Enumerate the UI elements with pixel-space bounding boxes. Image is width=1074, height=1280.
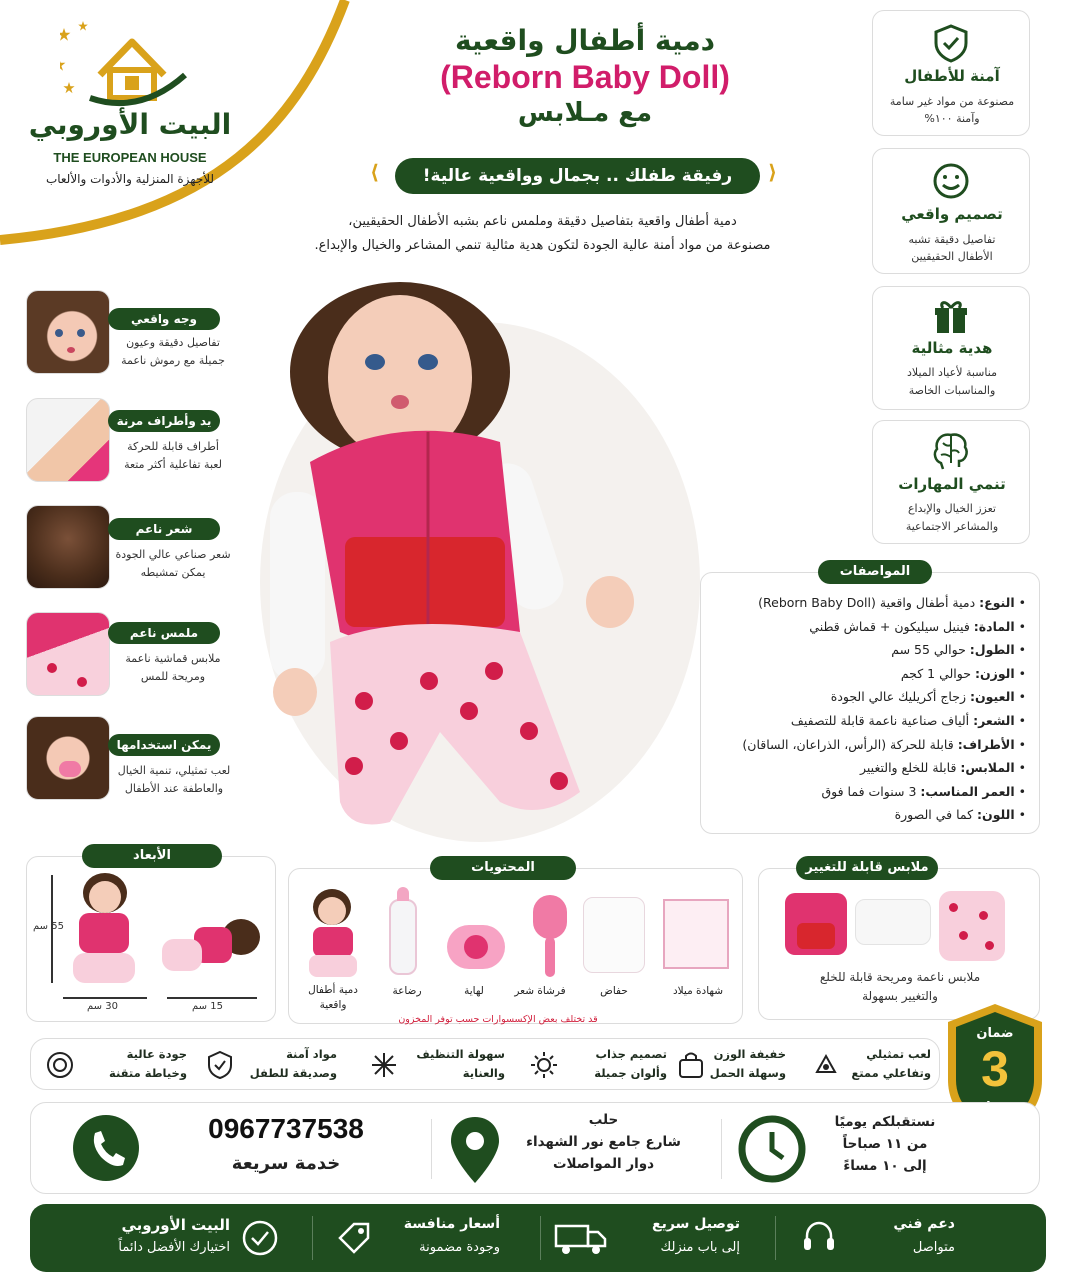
contents-title: المحتويات — [430, 856, 576, 880]
footer-line: أسعار منافسة — [403, 1216, 500, 1232]
benefit-item — [37, 1045, 187, 1085]
pacifier-image — [447, 925, 505, 969]
banner-spark-right: ⟩ — [768, 160, 778, 184]
page-title — [340, 24, 830, 128]
clothes-card — [758, 868, 1040, 1020]
footer-line: متواصل — [912, 1240, 955, 1255]
spec-row: • اللون: كما في الصورة — [894, 807, 1026, 823]
footer-item — [50, 1212, 280, 1264]
address-line: شارع جامع نور الشهداء — [526, 1134, 681, 1150]
brand-tagline: للأجهزة المنزلية والأدوات والألعاب — [45, 172, 215, 186]
address-line: دوار المواصلات — [552, 1156, 655, 1172]
spec-row: • الوزن: حوالي 1 كجم — [900, 665, 1026, 681]
width-label: 30 سم — [87, 1001, 118, 1012]
benefits-strip — [30, 1038, 940, 1090]
feature-card-design — [872, 148, 1030, 274]
benefit-line: وتفاعلي ممتع — [851, 1066, 931, 1080]
specs-card — [700, 572, 1040, 834]
specs-list — [711, 591, 1026, 827]
fabric-thumbnail — [26, 612, 110, 696]
dimension-depth-arrow — [167, 997, 257, 999]
footer-line: وجودة مضمونة — [419, 1240, 500, 1255]
left-feature-title: وجه واقعي — [108, 308, 220, 330]
house-logo-icon — [60, 20, 190, 110]
dimensions-title: الأبعاد — [82, 844, 222, 868]
price-tag-icon — [334, 1218, 374, 1258]
footer-divider — [775, 1216, 776, 1260]
shield-check-icon — [205, 1050, 235, 1080]
feature-line: والمناسبات الخاصة — [908, 384, 996, 397]
benefit-line: وصديقة للطفل — [249, 1066, 337, 1080]
phone-number[interactable]: 0967737538 — [208, 1113, 364, 1144]
feature-line: تعزز الخيال والإبداع — [907, 502, 996, 515]
dimensions-card — [26, 856, 276, 1022]
left-feature-line: والعاطفة عند الأطفال — [124, 782, 224, 795]
content-label: لهاية — [464, 985, 484, 997]
banner-text: رفيقة طفلك .. بجمال وواقعية عالية! — [422, 166, 733, 186]
contents-note: قد تختلف بعض الإكسسوارات حسب توفر المخزون — [398, 1014, 598, 1025]
brand-name-ar: البيت الأوروبي — [28, 108, 232, 141]
footer-item — [330, 1212, 530, 1264]
left-feature-title: شعر ناعم — [108, 518, 220, 540]
footer-line: إلى باب منزلك — [660, 1240, 740, 1255]
spec-row: • الطول: حوالي 55 سم — [891, 642, 1026, 658]
feature-card-gift — [872, 286, 1030, 410]
dimension-width-arrow — [63, 997, 147, 999]
guarantee-number: 3 — [981, 1041, 1009, 1097]
spec-row: • الشعر: ألياف صناعية ناعمة قابلة للتصفيف — [790, 712, 1026, 728]
doll-product-image — [250, 262, 710, 842]
left-feature-title: يد وأطراف مرنة — [108, 410, 220, 432]
diaper-image — [583, 897, 645, 973]
divider — [431, 1119, 432, 1179]
phone-note: خدمة سريعة — [231, 1153, 341, 1174]
feature-title: هدية مثالية — [911, 339, 993, 357]
divider — [721, 1119, 722, 1179]
brand-name-en: THE EUROPEAN HOUSE — [53, 150, 207, 165]
content-label: حفاض — [600, 985, 628, 997]
desc-line-2: مصنوعة من مواد أمنة عالية الجودة لتكون هدية مثالية تنمي المشاعر والخيال والإبداع. — [314, 238, 771, 253]
left-feature-title: ملمس ناعم — [108, 622, 220, 644]
benefit-line: والعناية — [462, 1066, 505, 1080]
feature-line: مناسبة لأعياد الميلاد — [907, 366, 997, 379]
content-label: دمية أطفال واقعية — [308, 984, 358, 1011]
feature-line: مصنوعة من مواد غير سامة — [889, 95, 1015, 108]
contents-labels — [289, 983, 744, 1013]
sparkle-clean-icon — [369, 1050, 399, 1080]
benefit-item — [361, 1045, 511, 1085]
clock-icon — [737, 1114, 807, 1184]
benefit-item — [197, 1045, 347, 1085]
banner-spark-left: ⟨ — [370, 160, 380, 184]
face-thumbnail — [26, 290, 110, 374]
feature-line: وآمنة ١٠٠% — [924, 112, 980, 125]
benefit-line: مواد آمنة — [286, 1047, 337, 1061]
gift-icon — [931, 297, 971, 337]
footer-line: اختيارك الأفضل دائماً — [118, 1240, 230, 1255]
birth-certificate-image — [663, 899, 729, 969]
left-feature-line: ملابس قماشية ناعمة — [125, 652, 221, 665]
benefit-line: وألوان جميلة — [594, 1066, 667, 1080]
left-feature-title: يمكن استخدامها — [108, 734, 220, 756]
desc-line-1: دمية أطفال واقعية بتفاصيل دقيقة وملمس ناعم بشبه الأطفال الحقيقيين، — [348, 214, 737, 229]
spec-row: • العمر المناسب: 3 سنوات فما فوق — [821, 783, 1026, 799]
hours-line: إلى ١٠ مساءً — [843, 1158, 927, 1174]
sun-icon — [529, 1050, 559, 1080]
left-feature-line: أطراف قابلة للحركة — [127, 440, 219, 453]
contents-card — [288, 868, 743, 1024]
depth-label: 15 سم — [192, 1001, 223, 1012]
feature-card-safe — [872, 10, 1030, 136]
left-feature-line: لعب تمثيلي، تنمية الخيال — [117, 764, 231, 777]
spec-row: • النوع: دمية أطفال واقعية (Reborn Baby Doll) — [758, 595, 1026, 610]
benefit-line: سهولة التنظيف — [416, 1047, 505, 1061]
doll-standing-image — [65, 873, 143, 985]
benefit-line: وخياطة متقنة — [108, 1066, 187, 1080]
benefit-line: وسهلة الحمل — [709, 1066, 786, 1080]
benefit-line: خفيفة الوزن — [713, 1047, 786, 1061]
headset-icon — [799, 1218, 839, 1258]
smiley-icon — [931, 161, 971, 201]
guarantee-label: ضمان — [976, 1026, 1014, 1041]
benefit-line: لعب تمثيلي — [866, 1047, 931, 1061]
feature-line: الأطفال الحقيقيين — [911, 250, 993, 263]
left-feature-line: جميلة مع رموش ناعمة — [121, 354, 225, 367]
doll-lying-image — [162, 917, 262, 987]
content-doll-image — [303, 889, 361, 977]
brain-icon — [929, 429, 973, 473]
address-city: حلب — [588, 1112, 619, 1128]
bottle-image — [389, 899, 417, 975]
content-label: فرشاة شعر — [514, 985, 566, 997]
content-label: رضاعة — [392, 985, 422, 997]
hair-thumbnail — [26, 505, 110, 589]
banner — [395, 158, 760, 194]
hours-line: من ١١ صباحاً — [842, 1136, 928, 1152]
address — [511, 1109, 696, 1175]
contact-card — [30, 1102, 1040, 1194]
specs-title: المواصفات — [818, 560, 932, 584]
left-feature-line: تفاصيل دقيقة وعيون — [126, 336, 220, 349]
check-badge-icon — [240, 1218, 280, 1258]
clothes-title: ملابس قابلة للتغيير — [796, 856, 938, 880]
spec-row: • العيون: زجاج أكريليك عالي الجودة — [830, 689, 1026, 705]
shirt-image — [855, 899, 931, 945]
feature-title: تصميم واقعي — [901, 205, 1003, 223]
shield-check-icon — [931, 23, 971, 63]
pants-image — [939, 891, 1005, 961]
benefit-line: جودة عالية — [126, 1047, 187, 1061]
toy-icon — [811, 1050, 841, 1080]
title-line-3: مع مـلابس — [517, 98, 653, 128]
pacifier-thumbnail — [26, 716, 110, 800]
feature-title: تنمي المهارات — [898, 475, 1006, 493]
left-feature-line: ومريحة للمس — [140, 670, 206, 683]
left-feature-line: يمكن تمشيطه — [140, 566, 206, 579]
hand-thumbnail — [26, 398, 110, 482]
medal-icon — [45, 1050, 75, 1080]
clothes-line-2: والتغيير بسهولة — [862, 989, 938, 1003]
title-line-1: دمية أطفال واقعية — [454, 24, 716, 57]
benefit-item — [807, 1045, 931, 1085]
title-line-2: (Reborn Baby Doll) — [440, 59, 730, 95]
description — [270, 210, 815, 258]
footer-divider — [312, 1216, 313, 1260]
height-label: 55 سم — [33, 921, 64, 932]
feature-line: والمشاعر الاجتماعية — [905, 520, 999, 533]
feature-line: تفاصيل دقيقة تشبه — [908, 233, 996, 246]
spec-row: • المادة: فينيل سيليكون + قماش قطني — [809, 618, 1026, 634]
doll-illustration — [250, 262, 710, 842]
hours-line: نستقبلكم يوميًا — [834, 1114, 936, 1130]
bag-icon — [676, 1050, 706, 1080]
footer-divider — [540, 1216, 541, 1260]
content-label: شهادة ميلاد — [672, 985, 724, 997]
benefit-item — [521, 1045, 671, 1085]
benefit-line: تصميم جذاب — [595, 1047, 667, 1061]
feature-title: آمنة للأطفال — [904, 67, 1000, 85]
opening-hours — [817, 1111, 953, 1177]
clothes-line-1: ملابس ناعمة ومريحة قابلة للخلع — [819, 970, 981, 984]
hairbrush-image — [533, 895, 567, 977]
left-feature-line: لعبة تفاعلية أكثر متعة — [124, 458, 222, 471]
benefit-item — [676, 1045, 786, 1085]
footer-item — [795, 1212, 995, 1264]
footer-line: دعم فني — [893, 1216, 955, 1232]
phone-icon[interactable] — [73, 1115, 139, 1181]
left-feature-line: شعر صناعي عالي الجودة — [115, 548, 231, 561]
footer-item — [550, 1212, 750, 1264]
vest-image — [785, 893, 847, 955]
footer-line: توصيل سريع — [652, 1216, 740, 1232]
location-pin-icon — [445, 1113, 505, 1187]
spec-row: • الملابس: قابلة للخلع والتغيير — [860, 760, 1026, 776]
spec-row: • الأطراف: قابلة للحركة (الرأس، الذراعان، الساقان) — [742, 736, 1026, 752]
footer-bar — [30, 1204, 1046, 1272]
feature-card-skills — [872, 420, 1030, 544]
footer-line: البيت الأوروبي — [121, 1216, 230, 1234]
delivery-truck-icon — [550, 1218, 610, 1258]
